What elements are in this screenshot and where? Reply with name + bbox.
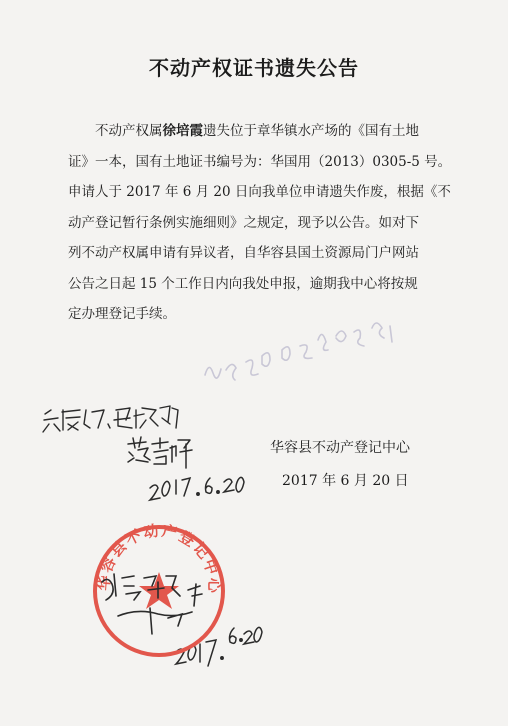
- body-line-5: 列不动产权属申请有异议者，自华容县国土资源局门户网站: [68, 245, 419, 261]
- faint-phone-number: [205, 323, 392, 380]
- svg-text:华容县不动产登记中心: 华容县不动产登记中心: [94, 521, 224, 595]
- issuer-name: 华容县不动产登记中心: [270, 440, 410, 456]
- handwritten-date-1: [150, 477, 244, 500]
- approval-note: [43, 406, 178, 432]
- issue-date: 2017 年 6 月 20 日: [282, 473, 409, 489]
- official-seal: [88, 520, 230, 662]
- body-line-4: 动产登记暂行条例实施细则》之规定，现予以公告。如对下: [68, 214, 419, 231]
- body-text: 遗失位于章华镇水产场的《国有土地: [203, 123, 419, 139]
- body-line-3: 申请人于 2017 年 6 月 20 日向我单位申请遗失作废，根据《不: [68, 184, 451, 200]
- notice-title: 不动产权证书遗失公告: [149, 56, 359, 80]
- body-line-7: 定办理登记手续。: [68, 306, 176, 322]
- signer-signature: [128, 437, 192, 468]
- body-line-6: 公告之日起 15 个工作日内向我处申报，逾期我中心将按规: [68, 275, 418, 292]
- owner-name: 徐培霞: [162, 123, 203, 139]
- body-text: 不动产权属: [95, 123, 163, 139]
- body-line-2: 证》一本，国有土地证书编号为：华国用（2013）0305-5 号。: [68, 153, 452, 170]
